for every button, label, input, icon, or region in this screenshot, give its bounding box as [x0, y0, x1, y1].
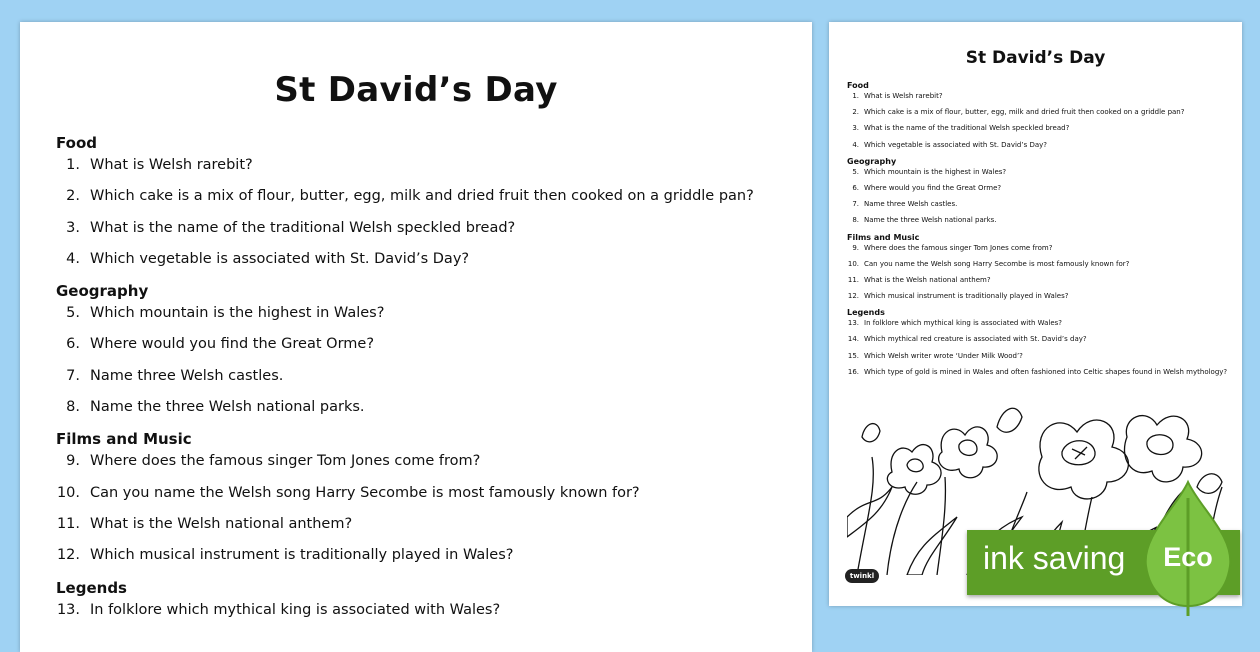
question-number: 11. — [56, 515, 80, 532]
question-item — [847, 215, 1237, 231]
question-item — [847, 107, 1237, 123]
question-number: 7. — [852, 200, 859, 209]
question-number: 13. — [847, 319, 859, 328]
question-number: 4. — [852, 140, 859, 149]
question-item — [56, 599, 796, 630]
question-item — [56, 365, 796, 396]
question-text: Name the three Welsh national parks. — [90, 399, 365, 416]
question-item — [56, 544, 796, 575]
twinkl-logo: twinkl — [845, 569, 879, 583]
question-text: Where would you find the Great Orme? — [864, 183, 1002, 192]
ink-saving-label: ink saving — [983, 540, 1126, 576]
question-list — [847, 80, 1237, 383]
question-item — [847, 291, 1237, 307]
question-number: 16. — [847, 367, 859, 376]
section-heading: Food — [847, 81, 869, 90]
section-films-and-music — [847, 232, 1237, 308]
question-text: Name three Welsh castles. — [864, 200, 958, 209]
question-number: 8. — [66, 399, 80, 416]
eco-badge-label: Eco — [1163, 542, 1213, 572]
question-text: Which mythical red creature is associated with St. David’s day? — [864, 335, 1087, 344]
question-item — [847, 318, 1237, 334]
question-number: 13. — [56, 601, 80, 618]
question-number: 1. — [852, 92, 859, 100]
section-films-and-music — [56, 428, 796, 575]
question-text: Which vegetable is associated with St. David’s Day? — [864, 140, 1048, 149]
question-text: Which cake is a mix of flour, butter, egg, milk and dried fruit then cooked on a griddle pan? — [90, 188, 754, 205]
question-text: What is the name of the traditional Welsh speckled bread? — [90, 219, 516, 236]
section-heading: Films and Music — [56, 430, 192, 449]
page-title: St David’s Day — [274, 70, 558, 110]
question-item — [56, 154, 796, 185]
section-heading: Food — [56, 134, 97, 152]
question-item — [847, 334, 1237, 350]
question-number: 5. — [66, 305, 80, 322]
question-number: 1. — [66, 157, 80, 173]
question-item — [56, 302, 796, 333]
question-item — [847, 199, 1237, 215]
question-number: 4. — [66, 250, 80, 267]
question-text: Name three Welsh castles. — [90, 367, 284, 384]
question-number: 7. — [66, 367, 80, 384]
question-item — [56, 513, 796, 544]
question-text: Where does the famous singer Tom Jones come from? — [864, 243, 1053, 252]
question-number: 3. — [66, 219, 80, 236]
question-text: Name the three Welsh national parks. — [864, 216, 997, 225]
section-geography — [847, 156, 1237, 232]
question-item — [847, 91, 1237, 107]
section-heading: Geography — [56, 282, 149, 301]
question-text: Which vegetable is associated with St. David’s Day? — [90, 250, 470, 267]
question-number: 3. — [852, 124, 859, 133]
question-number: 10. — [847, 259, 859, 268]
question-text: What is the name of the traditional Welsh speckled bread? — [864, 124, 1070, 133]
question-text: Which Welsh writer wrote ‘Under Milk Wood’? — [864, 351, 1023, 360]
section-food — [847, 80, 1237, 156]
question-item — [847, 351, 1237, 367]
question-text: In folklore which mythical king is associated with Wales? — [864, 319, 1063, 328]
question-number: 2. — [66, 188, 80, 205]
question-number: 9. — [66, 453, 80, 470]
question-number: 6. — [66, 336, 80, 353]
section-legends — [847, 307, 1237, 383]
question-item — [847, 123, 1237, 139]
question-text: What is Welsh rarebit? — [864, 92, 943, 100]
question-text: Where would you find the Great Orme? — [90, 336, 375, 353]
question-text: Can you name the Welsh song Harry Secombe is most famously known for? — [90, 484, 640, 501]
question-number: 11. — [847, 275, 859, 284]
question-item — [56, 482, 796, 513]
section-legends — [56, 577, 796, 630]
section-heading: Legends — [56, 578, 127, 597]
worksheet-preview-large — [20, 22, 812, 652]
question-item — [847, 275, 1237, 291]
question-item — [56, 396, 796, 427]
question-item — [847, 183, 1237, 199]
question-text: What is Welsh rarebit? — [90, 157, 253, 173]
question-item — [847, 140, 1237, 156]
question-number: 8. — [852, 216, 859, 225]
question-text: What is the Welsh national anthem? — [90, 515, 353, 532]
question-item — [847, 259, 1237, 275]
question-number: 14. — [847, 335, 859, 344]
section-heading: Films and Music — [847, 232, 920, 242]
question-number: 15. — [847, 351, 859, 360]
question-item — [847, 367, 1237, 383]
question-item — [847, 243, 1237, 259]
section-heading: Legends — [847, 308, 885, 318]
question-text: Which mountain is the highest in Wales? — [864, 167, 1007, 176]
question-number: 12. — [847, 292, 859, 301]
question-text: Which musical instrument is traditionally played in Wales? — [90, 547, 514, 564]
question-item — [56, 185, 796, 216]
page-title: St David’s Day — [965, 48, 1106, 68]
question-item — [847, 167, 1237, 183]
section-food — [56, 132, 796, 279]
question-number: 12. — [56, 547, 80, 564]
section-heading: Geography — [847, 156, 897, 166]
question-list — [56, 132, 796, 630]
question-number: 9. — [852, 243, 859, 252]
question-number: 6. — [852, 183, 859, 192]
question-text: Which musical instrument is traditionally played in Wales? — [864, 292, 1069, 301]
question-item — [56, 333, 796, 364]
question-text: Which cake is a mix of flour, butter, egg, milk and dried fruit then cooked on a griddle pan? — [864, 108, 1185, 117]
question-item — [56, 217, 796, 248]
question-number: 2. — [852, 108, 859, 117]
question-number: 10. — [56, 484, 80, 501]
question-item — [56, 450, 796, 481]
question-text: Which type of gold is mined in Wales and often fashioned into Celtic shapes found in Welsh mythology? — [864, 367, 1228, 376]
question-text: Where does the famous singer Tom Jones come from? — [90, 453, 481, 470]
question-text: What is the Welsh national anthem? — [864, 275, 991, 284]
question-item — [56, 248, 796, 279]
section-geography — [56, 280, 796, 427]
question-text: In folklore which mythical king is associated with Wales? — [90, 601, 501, 618]
question-text: Which mountain is the highest in Wales? — [90, 305, 385, 322]
question-number: 5. — [852, 167, 859, 176]
question-text: Can you name the Welsh song Harry Secombe is most famously known for? — [864, 259, 1130, 268]
